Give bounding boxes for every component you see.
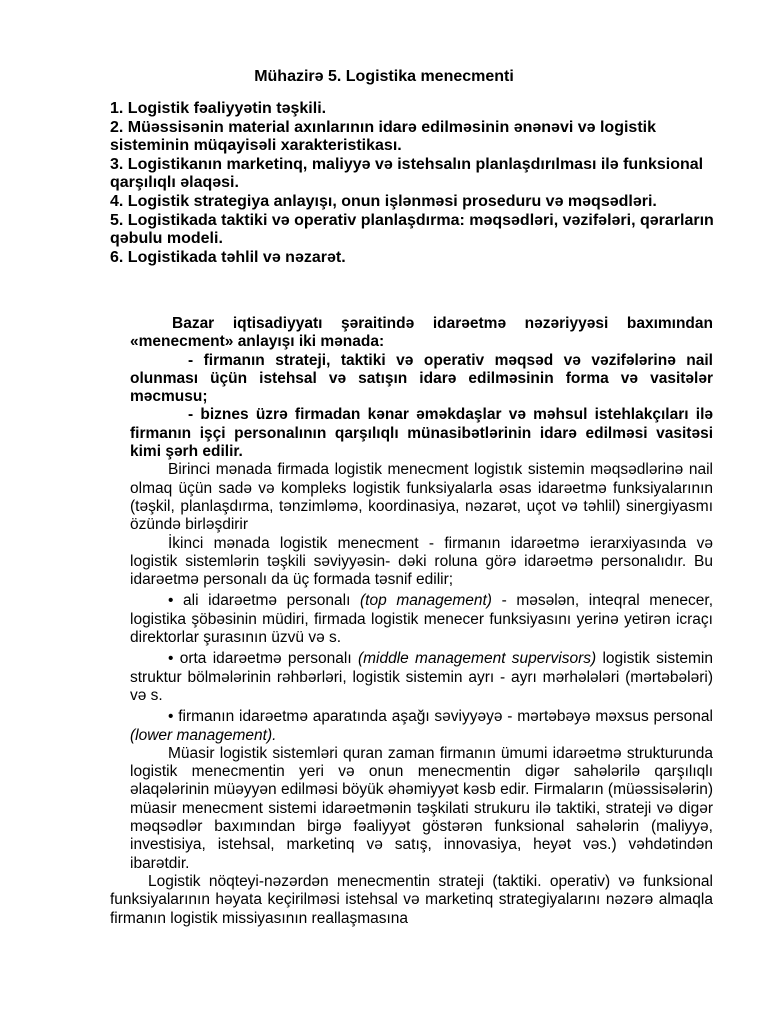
outline-item: 6. Logistikada təhlil və nəzarət. [110, 248, 346, 266]
meaning-one: - firmanın strateji, taktiki və operativ məqsəd və vəzifələrinə nail olunması üçün istehsal və satışın idarə edilməsinin forma və vasitələr məcmusu; [130, 351, 713, 406]
outline-item: 1. Logistik fəaliyyətin təşkili. [110, 100, 327, 117]
bullet-lower-management [130, 708, 713, 745]
modern-systems-paragraph: Müasir logistik sistemləri quran zaman firmanın ümumi idarəetmə strukturunda logistik menecmentin yeri və onun menecmentin digər sahələrilə qarşılıqlı əlaqələrinin müəyyən edilməsi böyük əhəmiyyət kəsb edir. Firmaların (müəssisələrin) müasir menecment sistemi idarəetmənin təşkilati strukuru ilə taktiki, strateji və digər məqsədlər baxımından birgə fəaliyyət göstərən funksional sahələrin (maliyyə, investisiya, istehsal, marketinq və satış, innovasiya, heyət vəs.) vəhdətindən ibarətdir. [130, 744, 713, 872]
outline-item: 2. Müəssisənin material axınlarının idarə edilməsinin ənənəvi və logistik sisteminin müqayisəli xarakteristikası. [110, 118, 656, 155]
outline-item: 3. Logistikanın marketinq, maliyyə və istehsalın planlaşdırılması ilə funksional qarşılıqlı əlaqəsi. [110, 155, 704, 192]
lecture-body [110, 315, 714, 928]
first-meaning-paragraph: Birinci mənada firmada logistik menecment logistık sistemin məqsədlərinə nail olmaq üçün sadə və kompleks logistik funksiyalarla əsas idarəetmə funksiyalarının (təşkil, planlaşdırma, tənzimləmə, koordinasiya, nəzarət, uçot və təhlil) sinergiyasmı özündə birləşdirir [130, 461, 713, 534]
second-meaning-paragraph: İkinci mənada logistik menecment - firmanın idarəetmə ierarxiyasında və logistik sistemlərin təşkili səviyyəsin- dəki roluna görə idarəetmə personalıdır. Bu idarəetmə personalı da üç formada təsnif edilir; [130, 534, 713, 589]
bullet-text: • orta idarəetmə personalı [168, 650, 358, 668]
meaning-two: - biznes üzrə firmadan kənar əməkdaşlar və məhsul istehlakçıları ilə firmanın işçi personalının qarşılıqlı münasibətlərinin idarə edilməsi vasitəsi kimi şərh edilir. [130, 406, 713, 461]
bullet-text: logistik sistemin struktur bölmələrinin rəhbərləri, logistik sistemin ayrı - ayrı mərhələləri (mərtəbələri) və s. [130, 650, 713, 704]
bullet-middle-management [130, 650, 713, 705]
bullet-top-management [130, 592, 713, 647]
logistics-viewpoint-paragraph: Logistik nöqteyi-nəzərdən menecmentin strateji (taktiki. operativ) və funksional funksiyalarının həyata keçirilməsi istehsal və marketinq strategiyalarını nəzərə almaqla firmanın logistik missiyasının reallaşmasına [110, 872, 713, 927]
bullet-term: (top management) [360, 592, 492, 610]
bullet-text: - məsələn, inteqral menecer, logistika şöbəsinin müdiri, firmada logistik menecer funksiyasını yerinə yetirən icraçı direktorlar şurasının üzvü və s. [130, 592, 714, 647]
bullet-text: • firmanın idarəetmə aparatında aşağı səviyyəyə - mərtəbəyə məxsus personal [168, 708, 713, 726]
lecture-outline [110, 100, 720, 267]
page-title: Mühazirə 5. Logistika menecmenti [254, 68, 514, 85]
bullet-term: (middle management supervisors) [357, 650, 597, 668]
outline-item: 4. Logistik strategiya anlayışı, onun işlənməsi proseduru və məqsədləri. [110, 192, 657, 210]
bullet-text: • ali idarəetmə personalı [168, 592, 361, 610]
intro-paragraph: Bazar iqtisadiyyatı şəraitində idarəetmə nəzəriyyəsi baxımından «menecment» anlayışı iki mənada: [130, 315, 713, 351]
outline-item: 5. Logistikada taktiki və operativ planlaşdırma: məqsədləri, vəzifələri, qərarların qəbulu modeli. [110, 211, 714, 248]
bullet-term: (lower management). [130, 726, 277, 744]
